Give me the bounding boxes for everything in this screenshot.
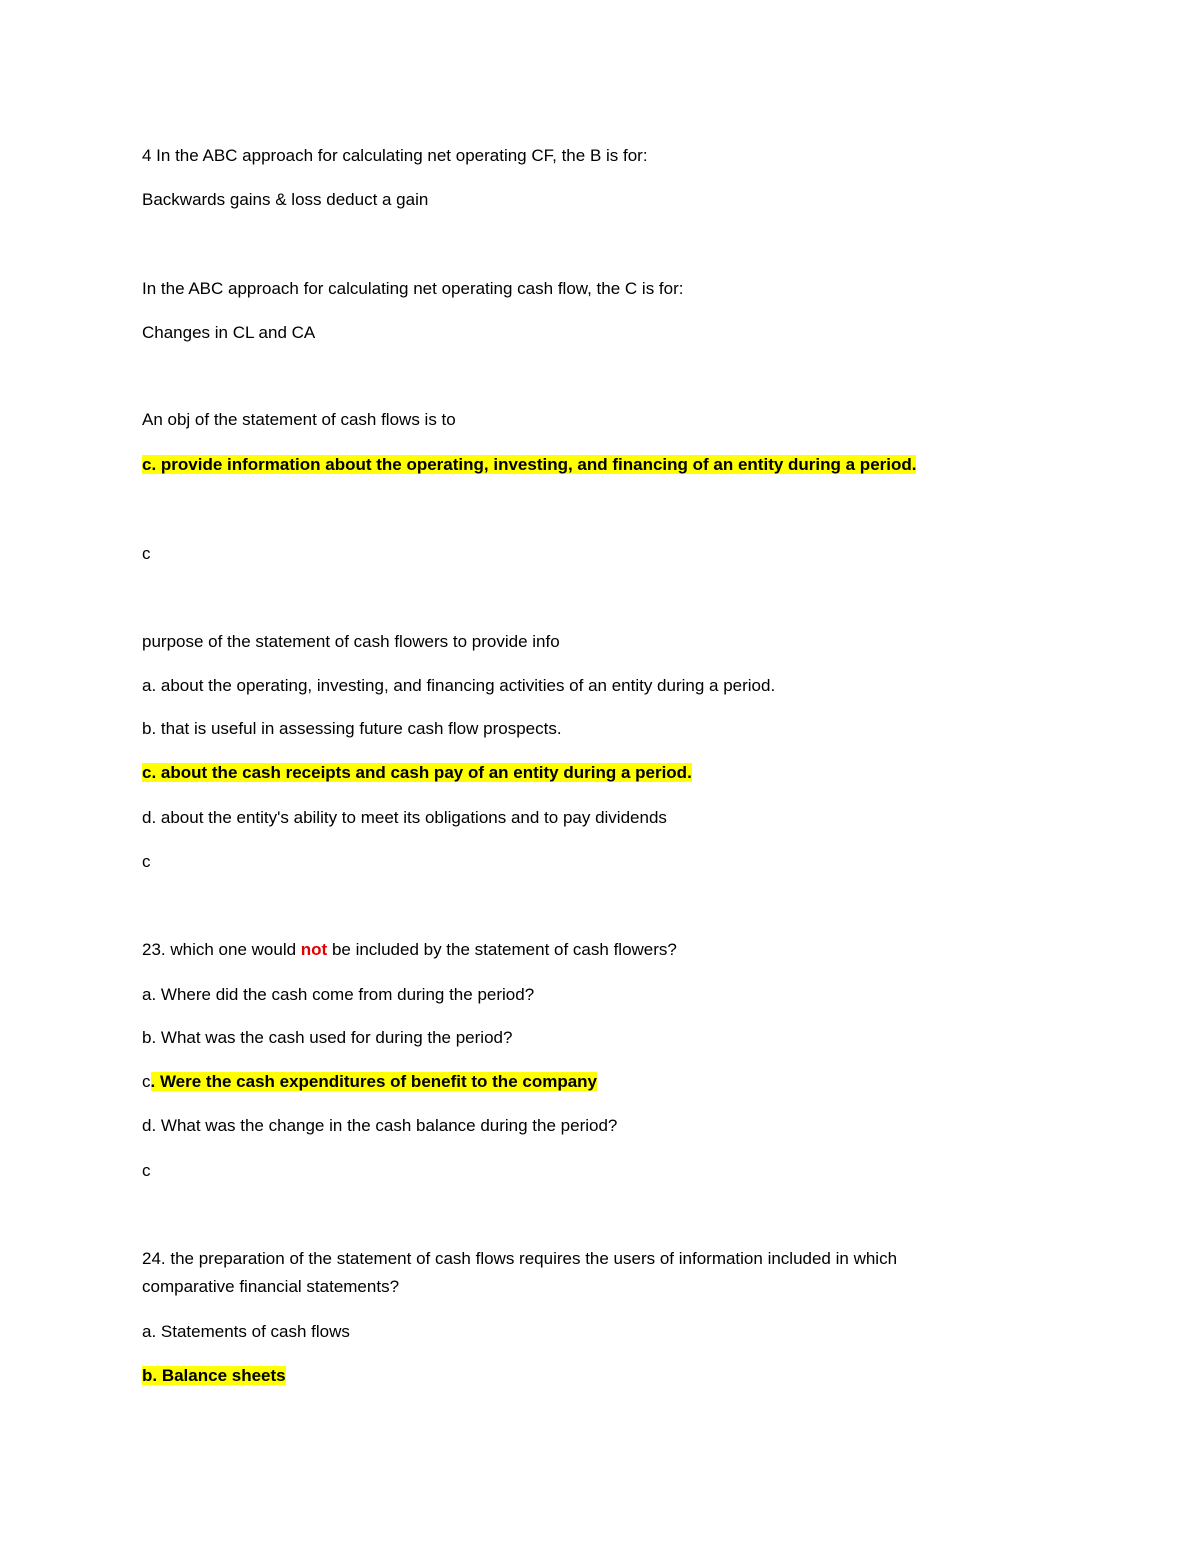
q23-question: [142, 939, 677, 961]
qpurpose-option-c: [142, 762, 692, 784]
q23-option-b: b. What was the cash used for during the period?: [142, 1028, 513, 1047]
highlighted-answer-text: . Were the cash expenditures of benefit to the company: [150, 1072, 597, 1091]
q4-question: 4 In the ABC approach for calculating net operating CF, the B is for:: [142, 146, 648, 165]
qpurpose-option-a: a. about the operating, investing, and financing activities of an entity during a period.: [142, 676, 776, 695]
q23-option-c: [142, 1071, 597, 1093]
highlighted-answer-text: b. Balance sheets: [142, 1366, 286, 1385]
highlighted-answer-text: c. provide information about the operating, investing, and financing of an entity during a period.: [142, 455, 917, 474]
qobj-key: c: [142, 544, 151, 563]
q4-answer: Backwards gains & loss deduct a gain: [142, 190, 429, 209]
q24-question-line2: comparative financial statements?: [142, 1277, 400, 1296]
q24-question-line1: 24. the preparation of the statement of cash flows requires the users of information included in which: [142, 1249, 898, 1268]
q23-key: c: [142, 1161, 151, 1180]
qc-answer: Changes in CL and CA: [142, 323, 316, 342]
q23-emphasis-not: not: [300, 940, 328, 959]
q24-option-b: [142, 1365, 286, 1387]
q23-option-d: d. What was the change in the cash balance during the period?: [142, 1116, 618, 1135]
qobj-highlighted-answer: [142, 454, 916, 476]
qc-question: In the ABC approach for calculating net operating cash flow, the C is for:: [142, 279, 684, 298]
q23-question-prefix: 23. which one would: [142, 940, 301, 959]
qpurpose-key: c: [142, 852, 151, 871]
q23-option-a: a. Where did the cash come from during the period?: [142, 985, 535, 1004]
q23-option-c-prefix: c: [142, 1072, 151, 1091]
qpurpose-option-b: b. that is useful in assessing future cash flow prospects.: [142, 719, 562, 738]
highlighted-answer-text: c. about the cash receipts and cash pay of an entity during a period.: [142, 763, 692, 782]
qobj-question: An obj of the statement of cash flows is to: [142, 410, 456, 429]
q23-question-suffix: be included by the statement of cash flowers?: [327, 940, 677, 959]
qpurpose-option-d: d. about the entity's ability to meet its obligations and to pay dividends: [142, 808, 667, 827]
qpurpose-question: purpose of the statement of cash flowers to provide info: [142, 632, 560, 651]
q24-option-a: a. Statements of cash flows: [142, 1322, 350, 1341]
